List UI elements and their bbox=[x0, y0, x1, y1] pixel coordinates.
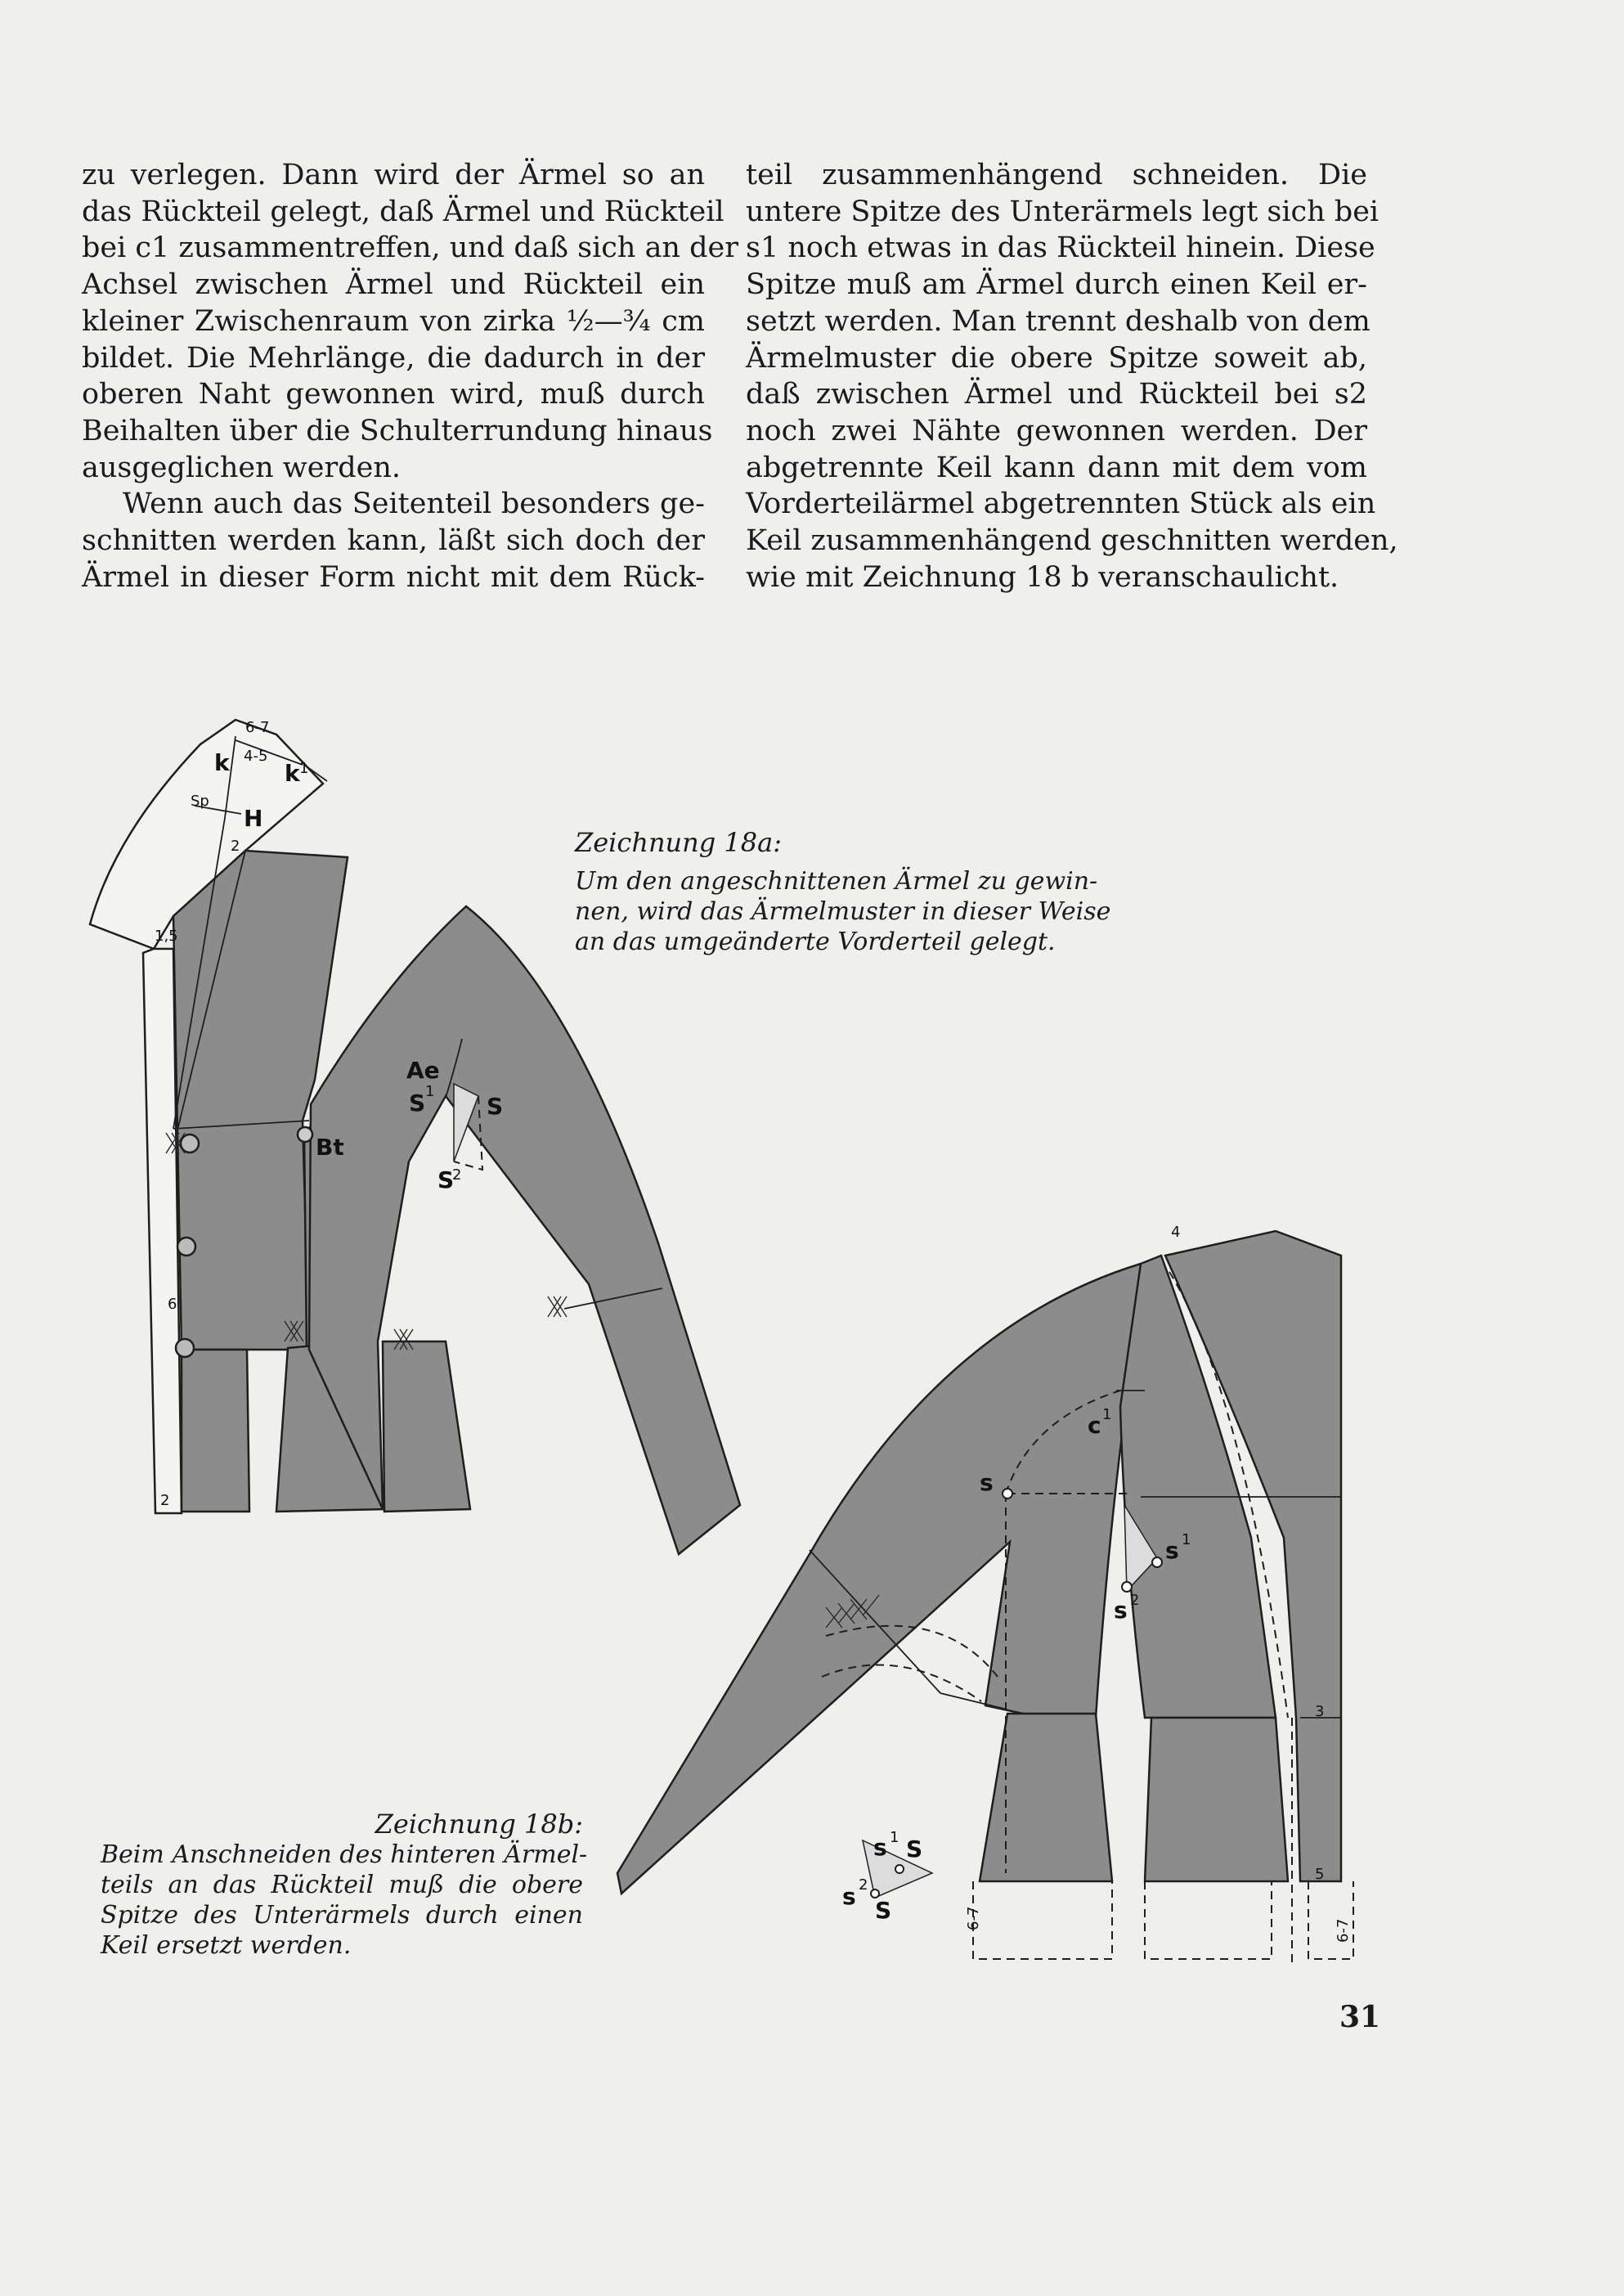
text-line: daß zwischen Ärmel und Rückteil bei s2 bbox=[746, 378, 1367, 411]
text-line: abgetrennte Keil kann dann mit dem vom bbox=[746, 451, 1367, 484]
label-measure-right: 6-7 bbox=[1335, 1918, 1352, 1943]
wedge-label-s1a: s bbox=[873, 1834, 887, 1861]
figure-18b-drawing bbox=[617, 1224, 1353, 1963]
back-lower-18b bbox=[980, 1714, 1112, 1881]
caption-line: Spitze des Unterärmels durch einen bbox=[101, 1901, 583, 1930]
caption-line: teils an das Rückteil muß die obere bbox=[101, 1871, 583, 1899]
label-s1-sup: 1 bbox=[425, 1083, 435, 1100]
text-line: Keil zusammenhängend geschnitten werden, bbox=[746, 524, 1398, 558]
wedge-label-s1b: S bbox=[906, 1835, 923, 1862]
label-sp: Sp bbox=[191, 793, 209, 810]
caption-line: Beim Anschneiden des hinteren Ärmel- bbox=[101, 1840, 588, 1869]
caption-18a bbox=[575, 828, 1115, 957]
text-line: teil zusammenhängend schneiden. Die bbox=[746, 159, 1367, 191]
caption-line: an das umgeänderte Vorderteil gelegt. bbox=[575, 928, 1056, 956]
wedge-label-s2b: S bbox=[875, 1897, 892, 1924]
label-c1-sup: 1 bbox=[1102, 1406, 1112, 1423]
label-s1: s bbox=[1165, 1537, 1179, 1564]
label-one-five: 1,5 bbox=[155, 928, 178, 945]
label-measure-top: 4-5 bbox=[244, 748, 268, 765]
page-number: 31 bbox=[1339, 2000, 1381, 2034]
text-line: oberen Naht gewonnen wird, muß durch bbox=[82, 378, 705, 411]
label-measure-left: 6-7 bbox=[965, 1906, 982, 1930]
text-line: s1 noch etwas in das Rückteil hinein. Diese bbox=[746, 231, 1375, 265]
text-line: noch zwei Nähte gewonnen werden. Der bbox=[746, 414, 1367, 447]
label-c1: c bbox=[1088, 1412, 1101, 1439]
label-four: 4 bbox=[1171, 1224, 1181, 1241]
label-k-sup: 1 bbox=[299, 760, 309, 777]
label-s2-sup: 2 bbox=[452, 1166, 462, 1184]
side-lower-18b bbox=[1145, 1718, 1288, 1881]
caption-line: nen, wird das Ärmelmuster in dieser Weise bbox=[575, 897, 1111, 926]
label-two-bottom: 2 bbox=[160, 1492, 170, 1509]
caption-line: Um den angeschnittenen Ärmel zu gewin- bbox=[575, 867, 1098, 896]
text-line: zu verlegen. Dann wird der Ärmel so an bbox=[82, 159, 705, 191]
text-line: wie mit Zeichnung 18 b veranschaulicht. bbox=[746, 560, 1339, 594]
text-line: untere Spitze des Unterärmels legt sich bei bbox=[746, 195, 1380, 228]
label-six: 6 bbox=[168, 1296, 177, 1313]
label-measure-tip: 6-7 bbox=[245, 719, 270, 736]
caption-18b bbox=[101, 1808, 588, 1961]
text-line: bei c1 zusammentreffen, und daß sich an der bbox=[82, 231, 738, 265]
text-line: Ärmelmuster die obere Spitze soweit ab, bbox=[746, 341, 1367, 375]
label-ae: Ae bbox=[406, 1057, 440, 1084]
caption-line: Keil ersetzt werden. bbox=[101, 1931, 352, 1960]
label-s: s bbox=[980, 1469, 994, 1496]
wedge-label-sup1: 1 bbox=[890, 1829, 899, 1846]
label-k-right: k bbox=[285, 760, 300, 787]
label-s: S bbox=[487, 1093, 504, 1120]
wedge-label-s2a: s bbox=[842, 1883, 856, 1910]
label-s1-sup: 1 bbox=[1182, 1531, 1191, 1548]
text-line: Beihalten über die Schulterrundung hinaus bbox=[82, 414, 713, 447]
label-two-small: 2 bbox=[231, 838, 240, 855]
wedge-label-sup2: 2 bbox=[859, 1876, 868, 1894]
text-line: das Rückteil gelegt, daß Ärmel und Rückteil bbox=[82, 195, 725, 228]
text-line: kleiner Zwischenraum von zirka ½—¾ cm bbox=[82, 304, 705, 338]
text-line: Spitze muß am Ärmel durch einen Keil er- bbox=[746, 268, 1367, 302]
text-line: ausgeglichen werden. bbox=[82, 451, 401, 484]
text-line: schnitten werden kann, läßt sich doch der bbox=[82, 524, 705, 558]
text-line: Wenn auch das Seitenteil besonders ge- bbox=[123, 488, 705, 521]
label-three: 3 bbox=[1315, 1703, 1325, 1720]
label-h: H bbox=[244, 805, 263, 832]
text-line: Achsel zwischen Ärmel und Rückteil ein bbox=[82, 268, 705, 302]
label-s1: S bbox=[409, 1090, 426, 1117]
caption-18a-title: Zeichnung 18a: bbox=[575, 827, 782, 858]
sleeve-panel bbox=[309, 906, 740, 1554]
text-line: Ärmel in dieser Form nicht mit dem Rück- bbox=[82, 560, 705, 594]
label-five: 5 bbox=[1315, 1866, 1325, 1883]
label-s2: S bbox=[437, 1166, 455, 1193]
back-lower bbox=[383, 1341, 470, 1512]
caption-18b-title: Zeichnung 18b: bbox=[375, 1808, 583, 1840]
text-line: bildet. Die Mehrlänge, die dadurch in der bbox=[82, 341, 705, 375]
label-bt: Bt bbox=[316, 1134, 344, 1161]
label-k: k bbox=[214, 749, 230, 776]
text-line: setzt werden. Man trennt deshalb von dem bbox=[746, 304, 1371, 338]
front-lower bbox=[182, 1350, 249, 1512]
label-s2: s bbox=[1114, 1597, 1128, 1624]
text-line: Vorderteilärmel abgetrennten Stück als ein bbox=[746, 488, 1376, 521]
label-s2-sup: 2 bbox=[1130, 1592, 1140, 1609]
